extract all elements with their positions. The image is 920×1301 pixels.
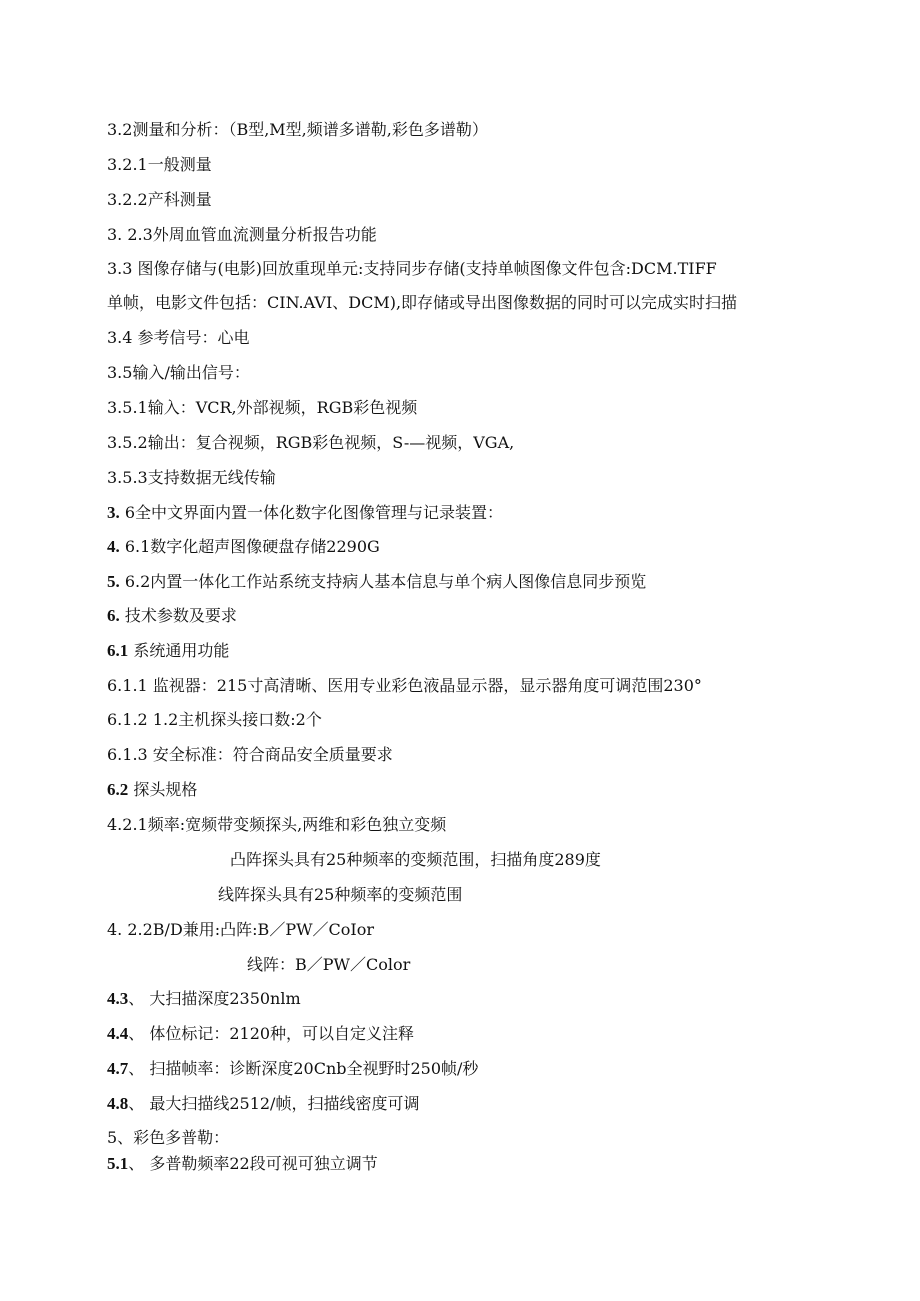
line-text: 5、彩色多普勒： [107, 1128, 230, 1147]
text-line [107, 502, 503, 524]
text-line [107, 1127, 229, 1149]
line-text: 3.5输入/输出信号： [107, 363, 250, 382]
text-line [107, 432, 514, 454]
text-line [107, 1093, 419, 1115]
line-text: 凸阵探头具有25种频率的变频范围，扫描角度289度 [230, 850, 601, 869]
text-line [107, 536, 380, 558]
line-text: 6.1数字化超声图像硬盘存储2290G [119, 537, 380, 556]
line-text: 系统通用功能 [128, 641, 230, 660]
text-line [107, 189, 212, 211]
line-text: 线阵：B／PW／Color [247, 955, 411, 974]
text-line [107, 154, 212, 176]
line-number: 4.4 [107, 1024, 129, 1043]
text-line [107, 814, 446, 836]
line-number: 5. [107, 572, 120, 591]
text-line [107, 1058, 478, 1080]
line-number: 4. [107, 537, 120, 556]
text-line [230, 849, 601, 871]
text-line [107, 640, 229, 662]
line-text: 3.5.3支持数据无线传输 [107, 468, 276, 487]
line-text: 技术参数及要求 [119, 606, 237, 625]
line-text: 3.2.1一般测量 [107, 155, 212, 174]
text-line [107, 744, 393, 766]
text-line [107, 919, 374, 941]
text-line [107, 675, 702, 697]
text-line [218, 884, 462, 906]
text-line [247, 954, 410, 976]
line-text: 6.1.1 监视器：215寸高清晰、医用专业彩色液晶显示器，显示器角度可调范围230° [107, 676, 702, 695]
line-number: 5.1 [107, 1154, 129, 1173]
line-text: 3.5.2输出：复合视频，RGB彩色视频，S-—视频，VGA, [107, 433, 515, 452]
line-text: 3. 2.3外周血管血流测量分析报告功能 [107, 225, 377, 244]
line-text: 、 体位标记：2120种，可以自定义注释 [128, 1024, 415, 1043]
line-text: 3.5.1输入：VCR,外部视频，RGB彩色视频 [107, 398, 418, 417]
line-number: 6. [107, 606, 120, 625]
line-text: 6.2内置一体化工作站系统支持病人基本信息与单个病人图像信息同步预览 [119, 572, 647, 591]
text-line [107, 397, 417, 419]
line-number: 6.1 [107, 641, 129, 660]
line-text: 3.3 图像存储与(电影)回放重现单元:支持同步存储(支持单帧图像文件包含:DCM.TIFF [107, 259, 717, 278]
text-line [107, 327, 250, 349]
line-text: 、 多普勒频率22段可视可独立调节 [128, 1154, 378, 1173]
line-text: 单帧，电影文件包括：CIN.AVI、DCM),即存储或导出图像数据的同时可以完成实时扫描 [107, 293, 738, 312]
text-line [107, 988, 301, 1010]
text-line [107, 605, 237, 627]
line-text: 3.2测量和分析：（B型,M型,频谱多谱勒,彩色多谱勒） [107, 120, 488, 139]
line-text: 4. 2.2B/D兼用:凸阵:B／PW／CoIor [107, 920, 375, 939]
text-line [107, 258, 717, 280]
line-text: 探头规格 [128, 780, 198, 799]
line-text: 6.1.3 安全标准：符合商品安全质量要求 [107, 745, 393, 764]
text-line [107, 1153, 378, 1175]
text-line [107, 779, 197, 801]
line-text: 3.2.2产科测量 [107, 190, 212, 209]
text-line [107, 467, 276, 489]
text-line [107, 571, 646, 593]
text-line [107, 1023, 414, 1045]
line-number: 6.2 [107, 780, 129, 799]
line-number: 3. [107, 503, 120, 522]
text-line [107, 119, 488, 141]
line-text: 6全中文界面内置一体化数字化图像管理与记录装置： [119, 503, 504, 522]
line-text: 6.1.2 1.2主机探头接口数:2个 [107, 710, 322, 729]
line-text: 、 最大扫描线2512/帧，扫描线密度可调 [128, 1094, 420, 1113]
line-number: 4.3 [107, 989, 129, 1008]
line-number: 4.8 [107, 1094, 129, 1113]
text-line [107, 362, 250, 384]
line-text: 、 大扫描深度2350nlm [128, 989, 301, 1008]
text-line [107, 292, 737, 314]
line-text: 4.2.1频率:宽频带变频探头,两维和彩色独立变频 [107, 815, 447, 834]
line-text: 、 扫描帧率：诊断深度20Cnb全视野时250帧/秒 [128, 1059, 479, 1078]
text-line [107, 709, 322, 731]
line-text: 3.4 参考信号：心电 [107, 328, 250, 347]
text-line [107, 224, 377, 246]
line-text: 线阵探头具有25种频率的变频范围 [218, 885, 463, 904]
line-number: 4.7 [107, 1059, 129, 1078]
